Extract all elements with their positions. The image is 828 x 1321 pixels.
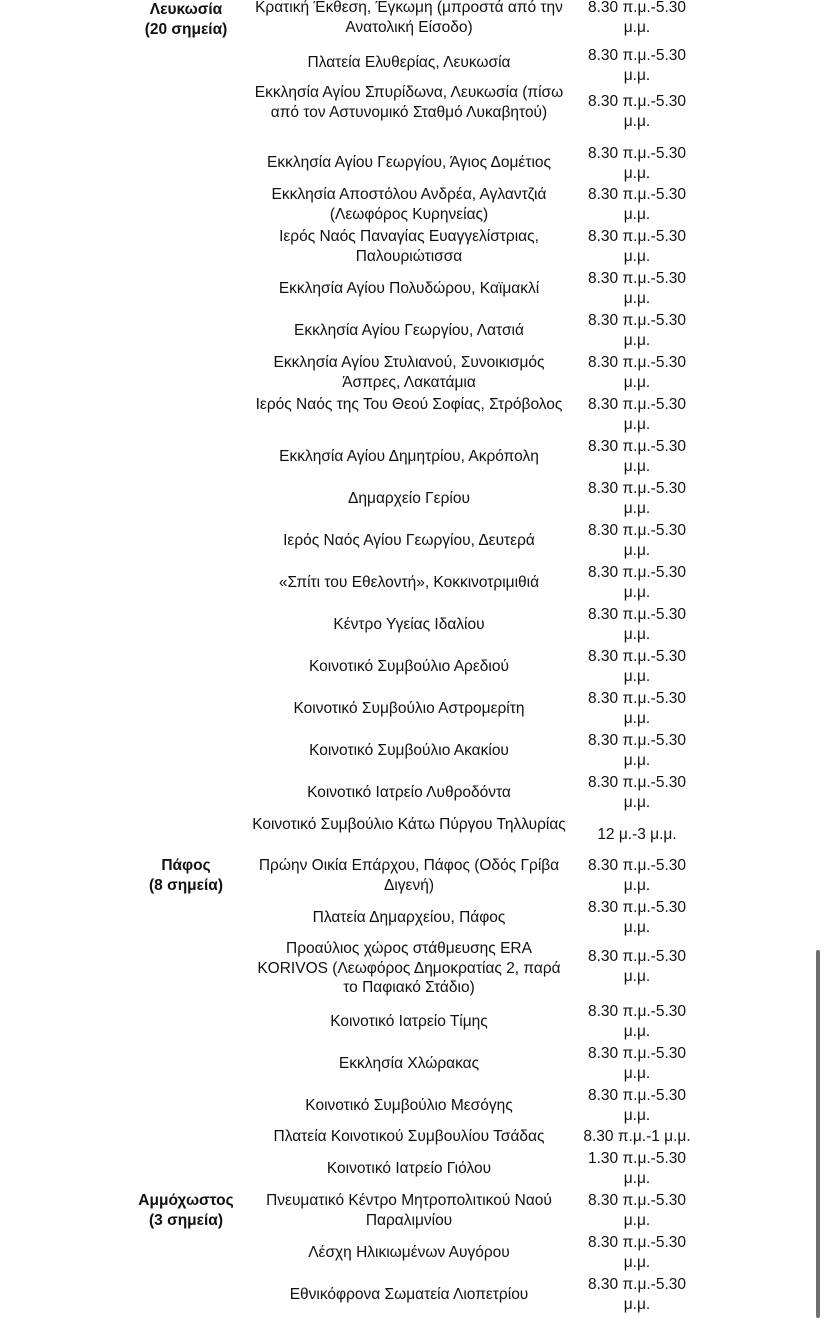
hours-cell: 8.30 π.μ.-5.30 μ.μ. <box>587 1276 687 1313</box>
scrollbar[interactable] <box>816 950 820 1318</box>
location-cell: Εκκλησία Αγίου Σπυρίδωνα, Λευκωσία (πίσω από τον Αστυνομικό Σταθμό Λυκαβητού) <box>254 84 564 121</box>
location-cell: Ιερός Ναός Παναγίας Ευαγγελίστριας, Παλουριώτισσα <box>279 228 539 265</box>
hours-cell: 8.30 π.μ.-1 μ.μ. <box>583 1128 691 1145</box>
hours-cell: 8.30 π.μ.-5.30 μ.μ. <box>587 648 687 685</box>
hours-cell: 8.30 π.μ.-5.30 μ.μ. <box>587 1045 687 1082</box>
hours-cell: 8.30 π.μ.-5.30 μ.μ. <box>587 606 687 643</box>
hours-cell: 8.30 π.μ.-5.30 μ.μ. <box>587 1234 687 1271</box>
hours-cell: 8.30 π.μ.-5.30 μ.μ. <box>587 1192 687 1229</box>
hours-cell: 8.30 π.μ.-5.30 μ.μ. <box>587 186 687 223</box>
hours-cell: 8.30 π.μ.-5.30 μ.μ. <box>587 145 687 182</box>
table-row <box>0 856 828 896</box>
location-cell: Εκκλησία Αγίου Γεωργίου, Λατσιά <box>294 322 524 340</box>
hours-cell: 8.30 π.μ.-5.30 μ.μ. <box>587 312 687 349</box>
table-row <box>0 479 828 519</box>
location-cell: Κοινοτικό Συμβούλιο Κάτω Πύργου Τηλλυρίας <box>252 816 566 833</box>
location-cell: Κοινοτικό Συμβούλιο Αστρομερίτη <box>293 700 525 718</box>
hours-cell: 8.30 π.μ.-5.30 μ.μ. <box>587 0 687 36</box>
hours-cell: 8.30 π.μ.-5.30 μ.μ. <box>587 228 687 265</box>
location-cell: Κοινοτικό Ιατρείο Γιόλου <box>326 1160 492 1178</box>
location-cell: Κρατική Έκθεση, Έγκωμη (μπροστά από την Ανατολική Είσοδο) <box>255 0 563 36</box>
hours-cell: 8.30 π.μ.-5.30 μ.μ. <box>587 354 687 391</box>
location-cell: «Σπίτι του Εθελοντή», Κοκκινοτριμιθιά <box>278 574 540 592</box>
table-row <box>0 647 828 687</box>
hours-cell: 12 μ.-3 μ.μ. <box>597 826 677 843</box>
hours-cell: 8.30 π.μ.-5.30 μ.μ. <box>587 480 687 517</box>
table-row <box>0 1044 828 1084</box>
location-cell: Προαύλιος χώρος στάθμευσης ERA KORIVOS (Λεωφόρος Δημοκρατίας 2, παρά το Παφιακό Στάδιο) <box>257 940 561 996</box>
location-cell: Πνευματικό Κέντρο Μητροπολιτικού Ναού Παραλιμνίου <box>266 1192 552 1229</box>
location-cell: Εκκλησία Αγίου Στυλιανού, Συνοικισμός Άσπρες, Λακατάμια <box>273 354 545 391</box>
table-row <box>0 353 828 393</box>
location-cell: Κοινοτικό Ιατρείο Τίμης <box>330 1013 488 1031</box>
table-row <box>0 1275 828 1315</box>
table-row <box>0 1149 828 1189</box>
location-cell: Κοινοτικό Συμβούλιο Αρεδιού <box>309 658 509 676</box>
hours-cell: 8.30 π.μ.-5.30 μ.μ. <box>587 270 687 307</box>
hours-cell: 8.30 π.μ.-5.30 μ.μ. <box>587 396 687 433</box>
hours-cell: 8.30 π.μ.-5.30 μ.μ. <box>587 774 687 811</box>
table-row <box>0 689 828 729</box>
location-cell: Κοινοτικό Ιατρείο Λυθροδόντα <box>307 784 511 802</box>
table-row <box>0 605 828 645</box>
hours-cell: 8.30 π.μ.-5.30 μ.μ. <box>587 47 687 84</box>
location-cell: Εκκλησία Αποστόλου Ανδρέα, Αγλαντζιά (Λεωφόρος Κυρηνείας) <box>271 186 547 223</box>
table-row <box>0 144 828 182</box>
location-cell: Εθνικόφρονα Σωματεία Λιοπετρίου <box>289 1286 529 1304</box>
district-cell: Πάφος (8 σημεία) <box>149 857 223 894</box>
location-cell: Εκκλησία Χλώρακας <box>338 1055 480 1073</box>
table-row <box>0 395 828 435</box>
hours-cell: 8.30 π.μ.-5.30 μ.μ. <box>587 1087 687 1124</box>
table-row <box>0 83 828 141</box>
location-cell: Πλατεία Ελυθερίας, Λευκωσία <box>307 54 511 72</box>
table-row <box>0 815 828 855</box>
hours-cell: 8.30 π.μ.-5.30 μ.μ. <box>587 690 687 727</box>
table-row <box>0 563 828 603</box>
hours-cell: 8.30 π.μ.-5.30 μ.μ. <box>587 438 687 475</box>
hours-cell: 8.30 π.μ.-5.30 μ.μ. <box>587 1003 687 1040</box>
table-row <box>0 773 828 813</box>
district-cell: Λευκωσία (20 σημεία) <box>144 1 228 38</box>
table-row <box>0 731 828 771</box>
hours-cell: 8.30 π.μ.-5.30 μ.μ. <box>587 564 687 601</box>
location-cell: Λέσχη Ηλικιωμένων Αυγόρου <box>308 1244 510 1262</box>
table-row <box>0 0 828 42</box>
location-cell: Πρώην Οικία Επάρχου, Πάφος (Οδός Γρίβα Διγενή) <box>258 857 560 894</box>
table-row <box>0 898 828 938</box>
table-row <box>0 185 828 225</box>
location-cell: Δημαρχείο Γερίου <box>348 490 470 508</box>
location-cell: Πλατεία Κοινοτικού Συμβουλίου Τσάδας <box>273 1128 545 1146</box>
table-row <box>0 1002 828 1042</box>
location-cell: Κοινοτικό Συμβούλιο Μεσόγης <box>305 1097 513 1115</box>
hours-cell: 8.30 π.μ.-5.30 μ.μ. <box>587 857 687 894</box>
hours-cell: 8.30 π.μ.-5.30 μ.μ. <box>587 948 687 985</box>
table-row <box>0 1233 828 1273</box>
district-cell: Αμμόχωστος (3 σημεία) <box>138 1192 234 1229</box>
location-cell: Ιερός Ναός Αγίου Γεωργίου, Δευτερά <box>283 532 535 550</box>
location-cell: Κοινοτικό Συμβούλιο Ακακίου <box>309 742 509 760</box>
location-cell: Πλατεία Δημαρχείου, Πάφος <box>312 909 506 927</box>
table-row <box>0 437 828 477</box>
location-cell: Κέντρο Υγείας Ιδαλίου <box>333 616 485 634</box>
hours-cell: 8.30 π.μ.-5.30 μ.μ. <box>587 732 687 769</box>
table-row <box>0 269 828 309</box>
table-row <box>0 1128 828 1146</box>
table-row <box>0 939 828 999</box>
table-row <box>0 1086 828 1126</box>
table-row <box>0 46 828 84</box>
hours-cell: 8.30 π.μ.-5.30 μ.μ. <box>587 522 687 559</box>
location-cell: Εκκλησία Αγίου Δημητρίου, Ακρόπολη <box>279 448 539 466</box>
hours-cell: 8.30 π.μ.-5.30 μ.μ. <box>587 899 687 936</box>
table-row <box>0 227 828 267</box>
location-cell: Εκκλησία Αγίου Γεωργίου, Άγιος Δομέτιος <box>267 154 551 172</box>
table-row <box>0 1191 828 1231</box>
location-cell: Εκκλησία Αγίου Πολυδώρου, Καϊμακλί <box>278 280 540 298</box>
hours-cell: 1.30 π.μ.-5.30 μ.μ. <box>587 1150 687 1187</box>
table-row <box>0 521 828 561</box>
table-row <box>0 311 828 351</box>
hours-cell: 8.30 π.μ.-5.30 μ.μ. <box>587 93 687 130</box>
location-cell: Ιερός Ναός της Του Θεού Σοφίας, Στρόβολος <box>255 396 563 413</box>
